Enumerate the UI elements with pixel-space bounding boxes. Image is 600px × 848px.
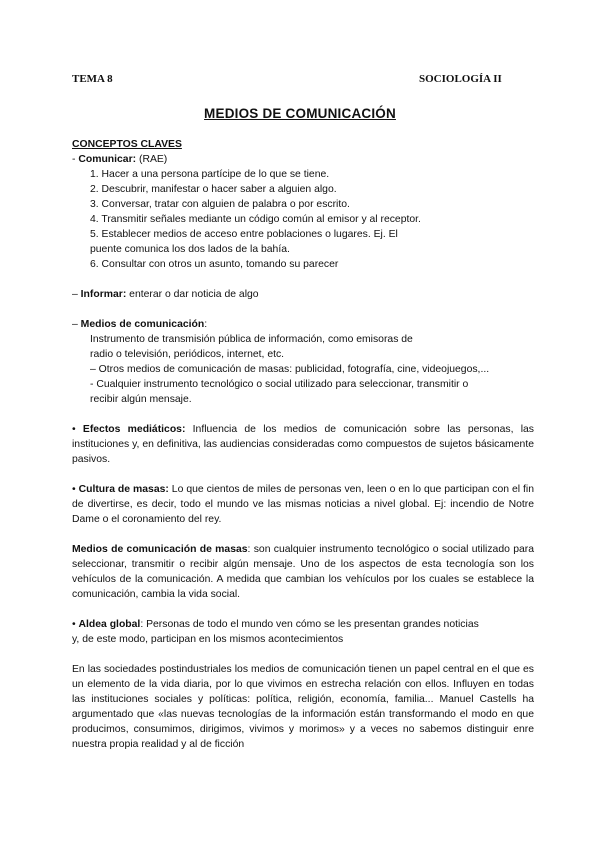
definition-text: : son cualquier instrumento tecnológico o social utilizado para seleccionar, transmitir o recibir algún mensaje. Uno de los aspectos de esta tecnología son los vehículos de la comunicación. A medida que cambian los vehículos por los cuales se establece la comunicación, cambia la vida social.	[72, 544, 534, 600]
definition-efectos	[72, 422, 534, 467]
closing-paragraph: En las sociedades postindustriales los medios de comunicación tienen un papel central en el que es un elemento de la vida diaria, por lo que vivimos en estrecha relación con ellos. Influyen en todas las instituciones sociales y políticas: política, religión, economía, familia... Manuel Castells ha argumentado que «las nuevas tecnologías de la información están transformando el modo en que producimos, consumimos, dirigimos, vivimos y morimos» y a veces no sabemos distinguir enre nuestra propia realidad y al de ficción	[72, 664, 534, 750]
text-line: Instrumento de transmisión pública de información, como emisoras de	[90, 334, 413, 345]
term-informar: Informar:	[80, 289, 127, 300]
text-line: recibir algún mensaje.	[90, 394, 192, 405]
list-item: 3. Conversar, tratar con alguien de palabra o por escrito.	[90, 199, 350, 210]
item-prefix: -	[72, 154, 79, 165]
definition-informar	[72, 287, 534, 302]
item-prefix: –	[72, 289, 81, 300]
list-item: 2. Descubrir, manifestar o hacer saber a alguien algo.	[90, 184, 337, 195]
term-medios: Medios de comunicación	[80, 319, 205, 330]
text-line: – Otros medios de comunicación de masas: publicidad, fotografía, cine, videojuegos,...	[90, 364, 490, 375]
term-aldea: Aldea global	[78, 619, 141, 630]
header-topic: TEMA 8	[72, 73, 113, 85]
definition-text: :	[204, 319, 208, 330]
definition-comunicar	[72, 152, 534, 167]
definition-aldea-continued: y, de este modo, participan en los mismos acontecimientos	[72, 634, 344, 645]
definition-cultura	[72, 482, 534, 527]
term-medios-masas: Medios de comunicación de masas	[72, 544, 248, 555]
list-item: 6. Consultar con otros un asunto, tomando su parecer	[90, 259, 339, 270]
term-cultura: Cultura de masas:	[78, 484, 169, 495]
item-prefix: •	[72, 619, 79, 630]
header-subject: SOCIOLOGÍA II	[419, 73, 502, 85]
list-item: 1. Hacer a una persona partícipe de lo que se tiene.	[90, 169, 330, 180]
text-line: - Cualquier instrumento tecnológico o social utilizado para seleccionar, transmitir o	[90, 379, 469, 390]
medios-lines	[72, 332, 534, 407]
definition-text: : Personas de todo el mundo ven cómo se les presentan grandes noticias	[140, 619, 479, 630]
definition-text: enterar o dar noticia de algo	[126, 289, 259, 300]
definition-text: (RAE)	[136, 154, 168, 165]
list-item: 4. Transmitir señales mediante un código común al emisor y al receptor.	[90, 214, 421, 225]
definition-text: Influencia de los medios de comunicación sobre las personas, las instituciones y, en definitiva, las audiencias consideradas como compuestos de sujetos básicamente pasivos.	[72, 424, 534, 465]
definition-medios	[72, 317, 534, 332]
definition-aldea	[72, 617, 534, 632]
document-body	[72, 137, 534, 752]
page-title: MEDIOS DE COMUNICACIÓN	[204, 106, 396, 121]
definition-medios-masas	[72, 542, 534, 602]
list-item: puente comunica los dos lados de la bahía.	[90, 244, 290, 255]
list-item: 5. Establecer medios de acceso entre poblaciones o lugares. Ej. El	[90, 229, 398, 240]
text-line: radio o televisión, periódicos, internet, etc.	[90, 349, 285, 360]
section-heading: CONCEPTOS CLAVES	[72, 139, 182, 150]
item-prefix: –	[72, 319, 81, 330]
item-prefix: •	[72, 424, 83, 435]
definition-text: Lo que cientos de miles de personas ven, leen o en lo que participan con el fin de divertirse, es decir, todo el mundo ve las mismas noticias a nivel global. Ej: incendio de Notre Dame o el coronamiento del rey.	[72, 484, 534, 525]
term-efectos: Efectos mediáticos:	[82, 424, 186, 435]
term-comunicar: Comunicar:	[78, 154, 137, 165]
item-prefix: •	[72, 484, 79, 495]
comunicar-list	[72, 167, 534, 272]
